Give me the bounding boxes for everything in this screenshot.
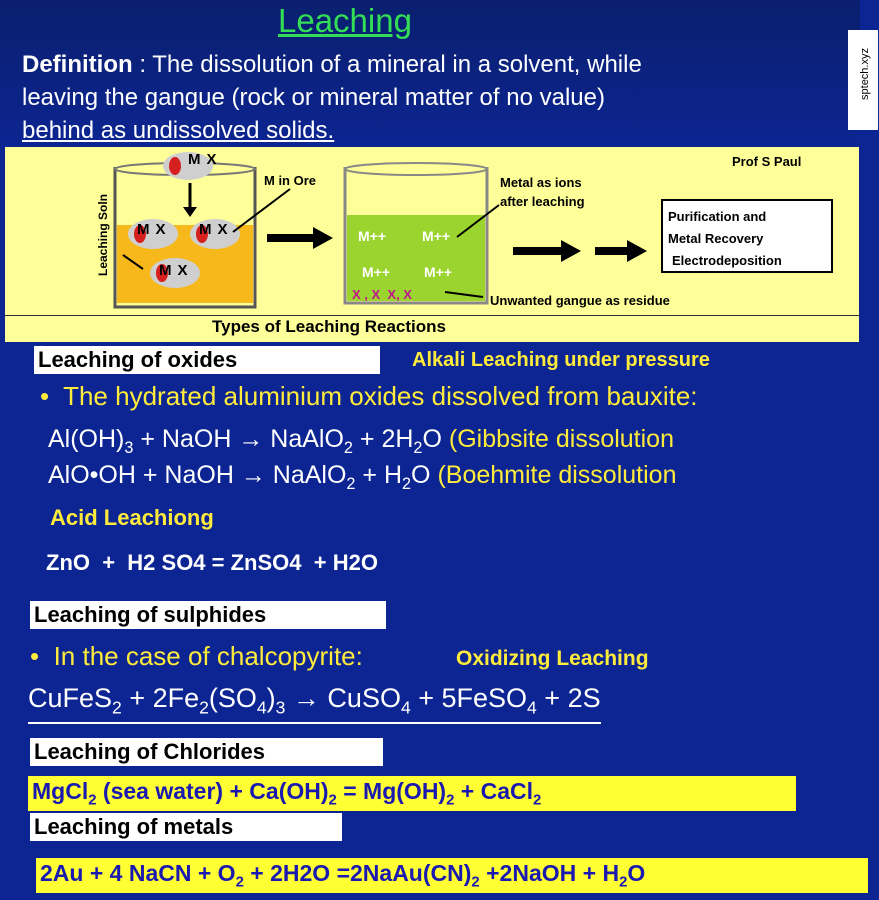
definition-text-1: The dissolution of a mineral in a solvent, while <box>152 51 642 78</box>
oxides-heading: Leaching of oxides <box>34 346 380 374</box>
definition-text-3: behind as undissolved solids. <box>22 117 335 144</box>
metal-ions-label: Metal as ions after leaching <box>500 175 585 209</box>
process-arrow-2 <box>513 247 563 255</box>
particle-label-3: M X <box>199 221 228 238</box>
sulphides-heading: Leaching of sulphides <box>30 601 386 629</box>
m-in-ore-label: M in Ore <box>264 173 317 188</box>
ion-label-4: M++ <box>424 264 453 280</box>
particle-label-1: M X <box>188 151 217 168</box>
recovery-box-text: Purification and Metal Recovery Electrodeposition <box>668 209 782 268</box>
ion-label-3: M++ <box>362 264 391 280</box>
acid-label: Acid Leachiong <box>50 505 214 530</box>
definition-label: Definition <box>22 51 133 78</box>
ion-label-1: M++ <box>358 228 387 244</box>
alkali-label: Alkali Leaching under pressure <box>412 349 710 371</box>
definition-text-2: leaving the gangue (rock or mineral matter of no value) <box>22 84 605 111</box>
process-arrow-1 <box>267 234 315 242</box>
beaker-ions-rim <box>345 163 487 175</box>
process-arrowhead-2 <box>561 240 581 262</box>
author: Prof S Paul <box>732 154 802 169</box>
gangue-caption: Unwanted gangue as residue <box>490 293 670 308</box>
types-title: Types of Leaching Reactions <box>212 317 446 336</box>
ion-label-2: M++ <box>422 228 451 244</box>
definition <box>22 48 822 147</box>
process-arrowhead-3 <box>627 240 647 262</box>
drop-arrowhead <box>183 207 197 217</box>
chlorides-heading: Leaching of Chlorides <box>30 738 383 766</box>
chloride-equation: MgCl$_2$ (sea water) + $Ca(OH)_2 = Mg(OH)_2$ + CaCl$_2$ <box>28 776 796 811</box>
sulphides-bullet: • In the case of chalcopyrite: <box>30 641 363 671</box>
gibbsite-equation: $Al(OH)_3$ + NaOH → NaAlO$_2$ + $2H_2O$ (Gibbsite dissolution <box>48 425 674 457</box>
process-arrowhead-1 <box>313 227 333 249</box>
gangue-label: X , X X, X <box>352 287 412 302</box>
particle-label-4: M X <box>159 262 188 279</box>
cyanide-equation: 2Au + 4 NaCN + $O_2 + 2H2O$ $=2NaAu(CN)_2$ +2NaOH + $H_2O$ <box>36 858 868 893</box>
watermark: sptech.xyz <box>858 48 871 100</box>
zno-equation: ZnO + H2 SO4 = ZnSO4 + H2O <box>46 550 378 575</box>
boehmite-equation: AlO•OH + NaOH → NaAlO$_2$ + $H_2O$ (Boehmite dissolution <box>48 461 677 493</box>
metals-heading: Leaching of metals <box>30 813 342 841</box>
particle-label-2: M X <box>137 221 166 238</box>
metal-dot <box>169 157 181 175</box>
oxides-bullet: • The hydrated aluminium oxides dissolved from bauxite: <box>40 381 698 411</box>
leaching-soln-label: Leaching Soln <box>96 193 111 277</box>
definition-colon: : <box>132 51 153 78</box>
process-arrow-3 <box>595 247 629 255</box>
page-title: Leaching <box>278 2 412 39</box>
chalcopyrite-equation: CuFeS$_2$ + $2Fe_2(SO_4)_3$ → CuSO$_4$ + 5FeSO$_4$ + 2S <box>28 683 601 724</box>
oxidizing-label: Oxidizing Leaching <box>456 647 649 670</box>
m-in-ore-pointer <box>233 189 290 232</box>
